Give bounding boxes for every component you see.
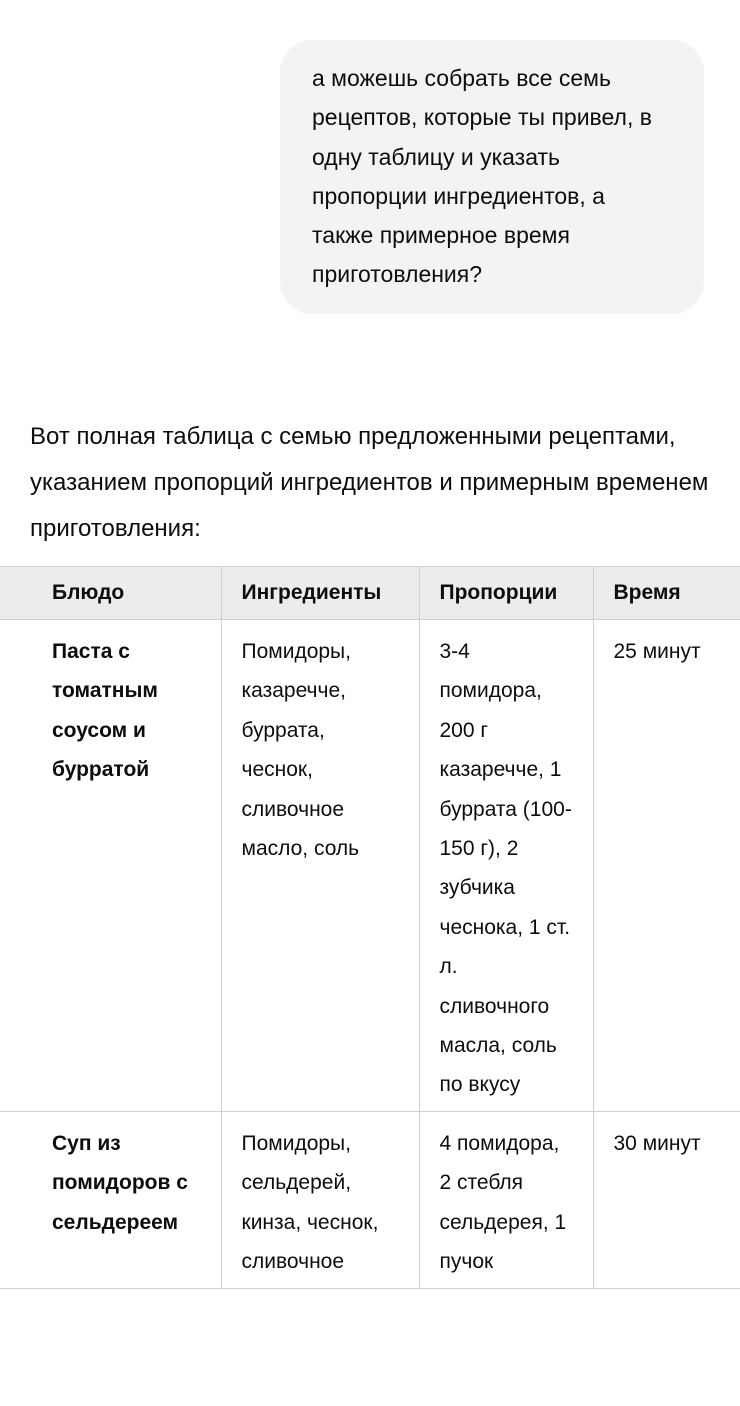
cell-dish: Паста с томатным соусом и бурратой xyxy=(0,620,221,1112)
cell-proportions: 4 помидора, 2 стебля сельдерея, 1 пучок xyxy=(419,1111,593,1288)
cell-dish: Суп из помидоров с сельдереем xyxy=(0,1111,221,1288)
header-proportions: Пропорции xyxy=(419,567,593,620)
assistant-message xyxy=(0,414,740,1289)
cell-proportions: 3-4 помидора, 200 г казаречче, 1 буррата (100-150 г), 2 зубчика чеснока, 1 ст. л. сливочного масла, соль по вкусу xyxy=(419,620,593,1112)
recipe-table-header xyxy=(0,567,740,620)
table-row xyxy=(0,620,740,1112)
recipe-table-container[interactable] xyxy=(0,566,740,1289)
cell-time: 25 минут xyxy=(593,620,740,1112)
user-message-bubble xyxy=(280,40,704,314)
table-row xyxy=(0,1111,740,1288)
table-header-row xyxy=(0,567,740,620)
header-time: Время xyxy=(593,567,740,620)
assistant-intro-text: Вот полная таблица с семью предложенными рецептами, указанием пропорций ингредиентов и примерным временем приготовления: xyxy=(30,423,709,542)
user-message-row xyxy=(280,40,704,314)
cell-ingredients: Помидоры, казаречче, буррата, чеснок, сливочное масло, соль xyxy=(221,620,419,1112)
recipe-table xyxy=(0,566,740,1289)
recipe-table-body xyxy=(0,620,740,1289)
cell-ingredients: Помидоры, сельдерей, кинза, чеснок, сливочное xyxy=(221,1111,419,1288)
cell-time: 30 минут xyxy=(593,1111,740,1288)
header-dish: Блюдо xyxy=(0,567,221,620)
user-message-text: а можешь собрать все семь рецептов, которые ты привел, в одну таблицу и указать пропорции ингредиентов, а также примерное время приготовления? xyxy=(312,65,652,288)
header-ingredients: Ингредиенты xyxy=(221,567,419,620)
